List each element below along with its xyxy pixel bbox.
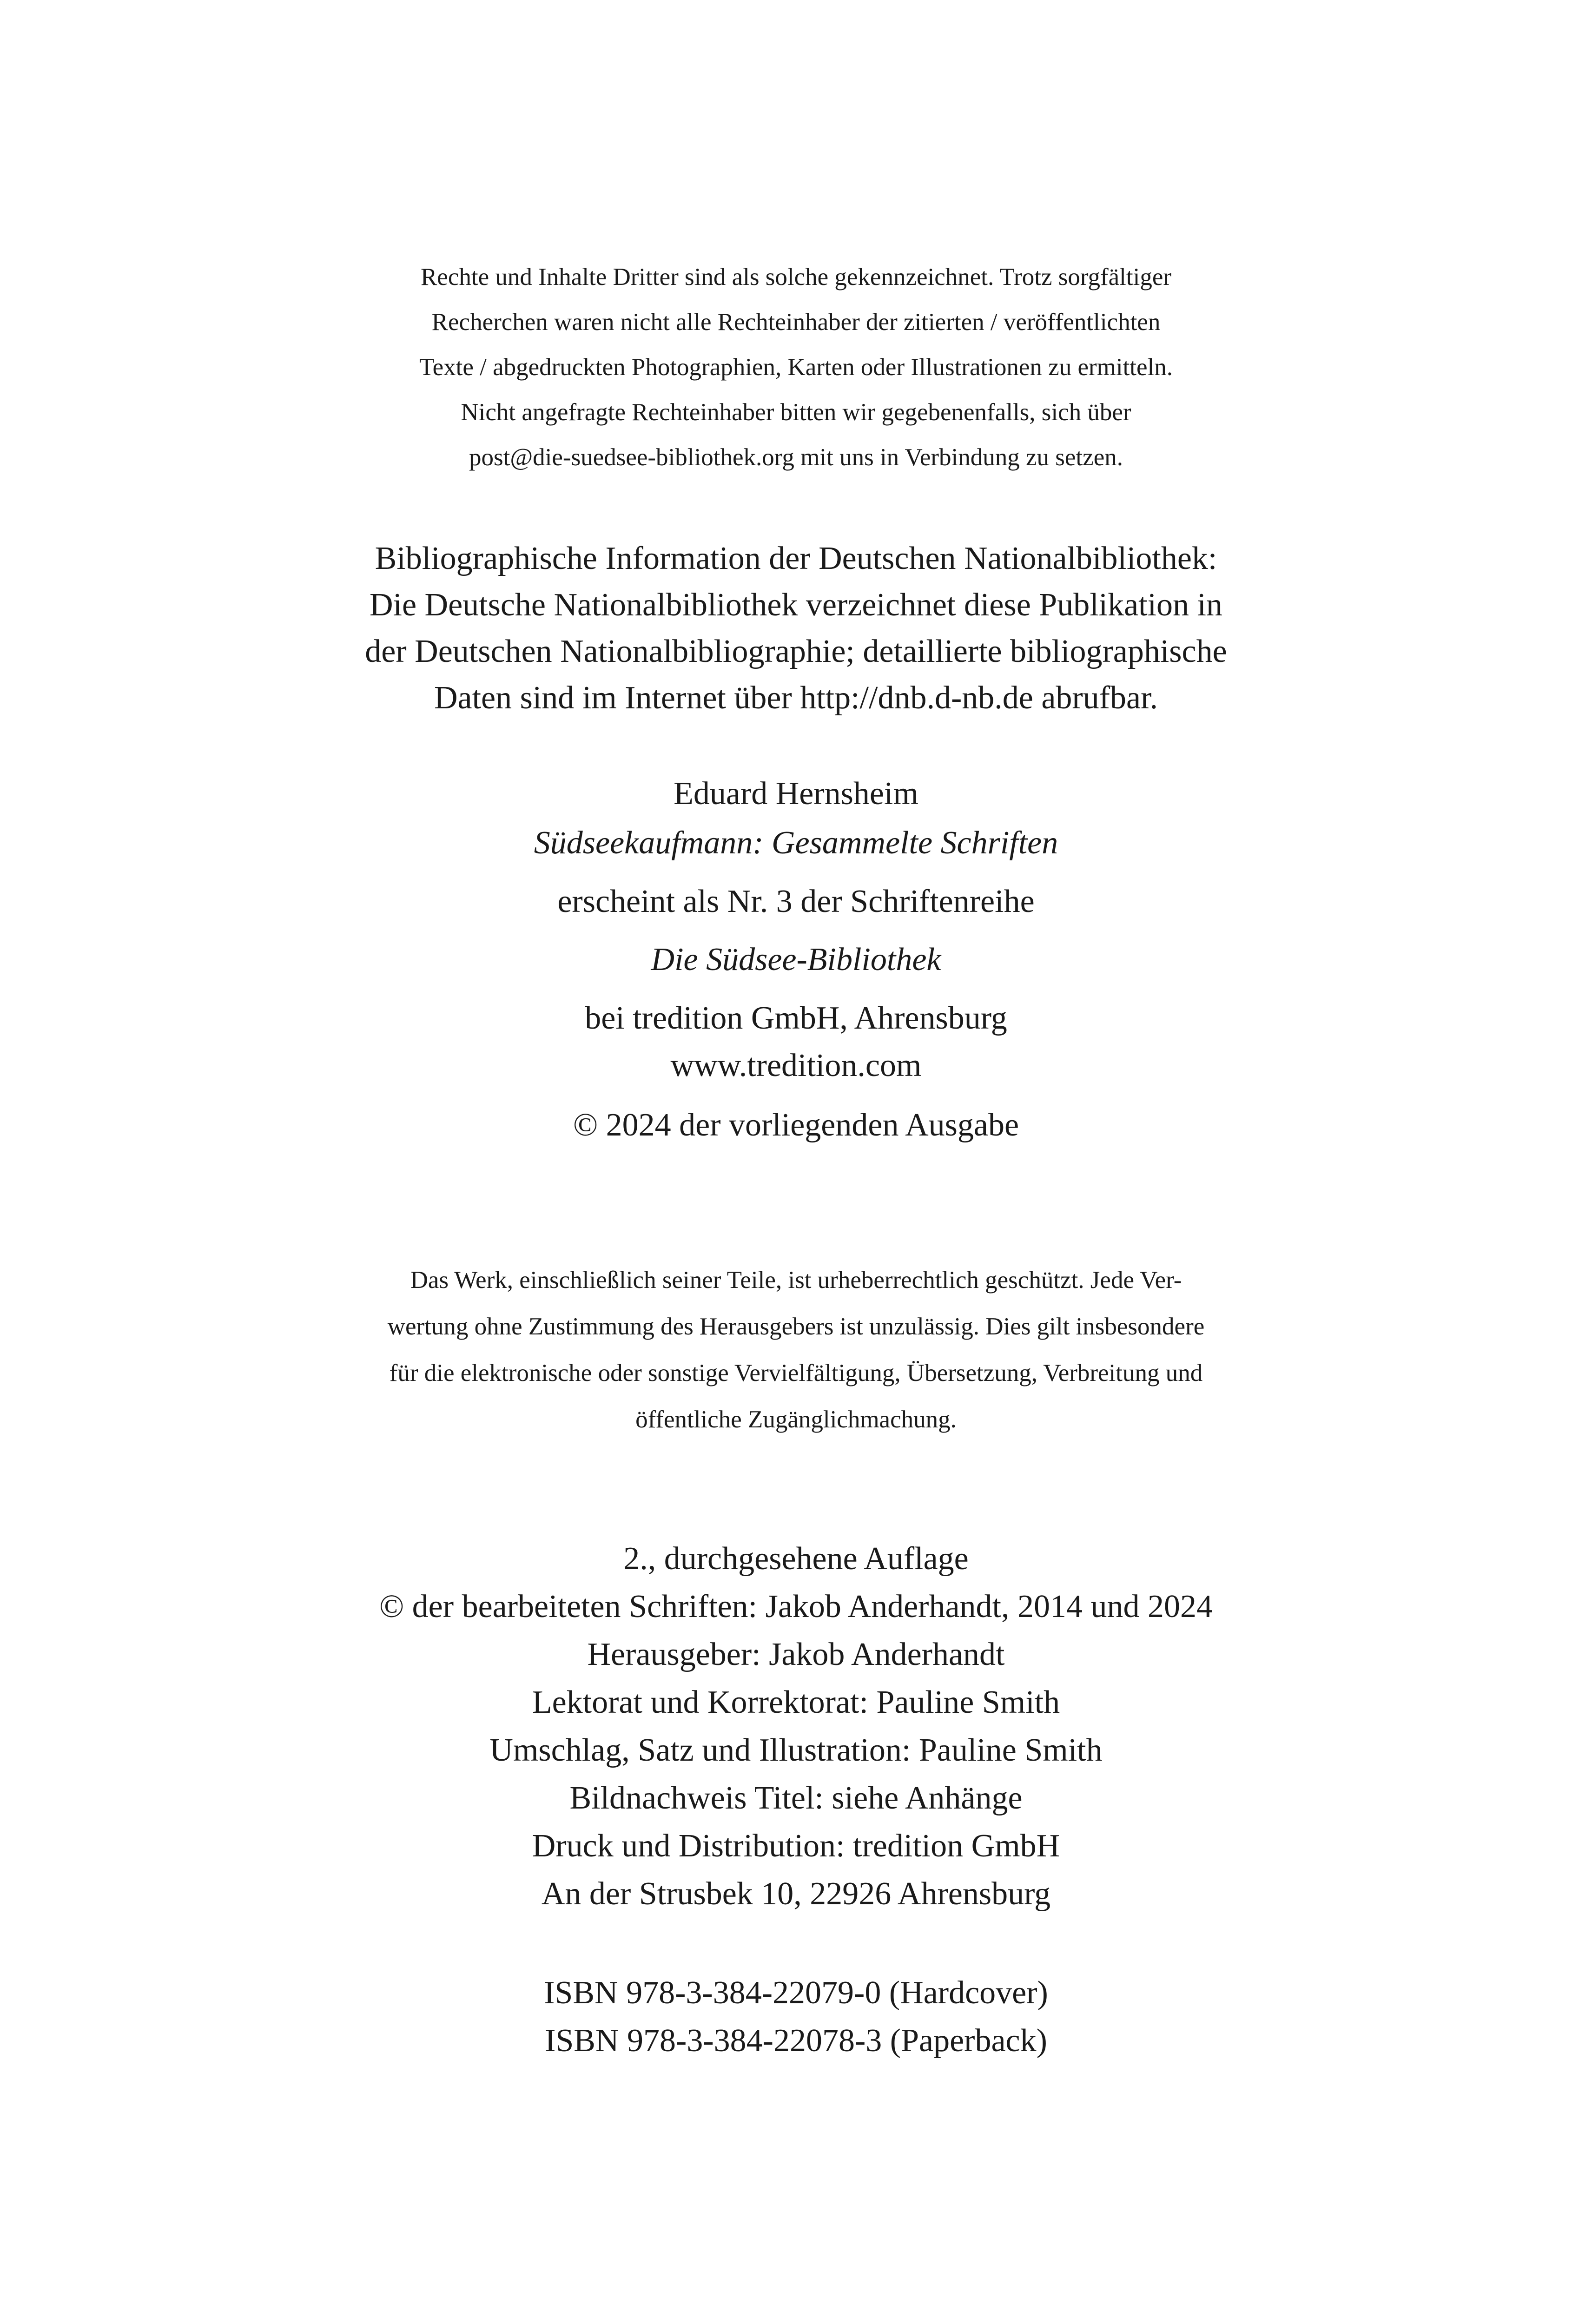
edition-info-line: © der bearbeiteten Schriften: Jakob Anderhandt, 2014 und 2024 [379, 1589, 1213, 1624]
publisher-website: www.tredition.com [670, 1048, 922, 1083]
copyright-notice-line: öffentliche Zugänglichmachung. [635, 1406, 957, 1433]
isbn-block [0, 1969, 1592, 2065]
rights-notice [0, 255, 1592, 480]
edition-info-line: Druck und Distribution: tredition GmbH [532, 1828, 1060, 1864]
bibliographic-info-line: Die Deutsche Nationalbibliothek verzeichnet diese Publikation in [369, 587, 1223, 623]
bibliographic-info-line: der Deutschen Nationalbibliographie; detaillierte bibliographische [365, 634, 1227, 669]
series-name: Die Südsee-Bibliothek [651, 942, 941, 977]
edition-info-line: Umschlag, Satz und Illustration: Pauline Smith [489, 1732, 1103, 1768]
edition-info-line: Bildnachweis Titel: siehe Anhänge [569, 1780, 1023, 1816]
book-title: Südseekaufmann: Gesammelte Schriften [534, 825, 1058, 861]
bibliographic-info-line: Bibliographische Information der Deutschen Nationalbibliothek: [375, 541, 1217, 576]
edition-info-line: Lektorat und Korrektorat: Pauline Smith [532, 1684, 1060, 1720]
bibliographic-info [0, 535, 1592, 721]
publisher: bei tredition GmbH, Ahrensburg [585, 1000, 1007, 1036]
bibliographic-info-line: Daten sind im Internet über http://dnb.d-nb.de abrufbar. [434, 680, 1158, 716]
author-name: Eduard Hernsheim [674, 776, 918, 812]
copyright-notice-line: Das Werk, einschließlich seiner Teile, ist urheberrechtlich geschützt. Jede Ver- [410, 1267, 1182, 1294]
edition-info-line: Herausgeber: Jakob Anderhandt [587, 1637, 1005, 1672]
rights-notice-line: Nicht angefragte Rechteinhaber bitten wir gegebenenfalls, sich über [461, 399, 1131, 426]
copyright-notice-line: für die elektronische oder sonstige Vervielfältigung, Übersetzung, Verbreitung und [389, 1360, 1203, 1386]
rights-notice-line: Rechte und Inhalte Dritter sind als solche gekennzeichnet. Trotz sorgfältiger [420, 264, 1172, 290]
rights-notice-line: post@die-suedsee-bibliothek.org mit uns in Verbindung zu setzen. [469, 444, 1123, 471]
isbn-paperback: ISBN 978-3-384-22078-3 (Paperback) [545, 2023, 1047, 2059]
copyright-notice [0, 1257, 1592, 1443]
rights-notice-line: Texte / abgedruckten Photographien, Karten oder Illustrationen zu ermitteln. [419, 354, 1173, 381]
series-note: erscheint als Nr. 3 der Schriftenreihe [557, 884, 1035, 919]
copyright-notice-line: wertung ohne Zustimmung des Herausgebers ist unzulässig. Dies gilt insbesondere [387, 1313, 1205, 1340]
edition-info [0, 1535, 1592, 1918]
isbn-hardcover: ISBN 978-3-384-22079-0 (Hardcover) [544, 1975, 1048, 2011]
edition-info-line: An der Strusbek 10, 22926 Ahrensburg [541, 1876, 1051, 1912]
edition-info-line: 2., durchgesehene Auflage [623, 1541, 969, 1577]
edition-copyright: © 2024 der vorliegenden Ausgabe [573, 1107, 1019, 1143]
rights-notice-line: Recherchen waren nicht alle Rechteinhaber der zitierten / veröffentlichten [431, 309, 1161, 336]
